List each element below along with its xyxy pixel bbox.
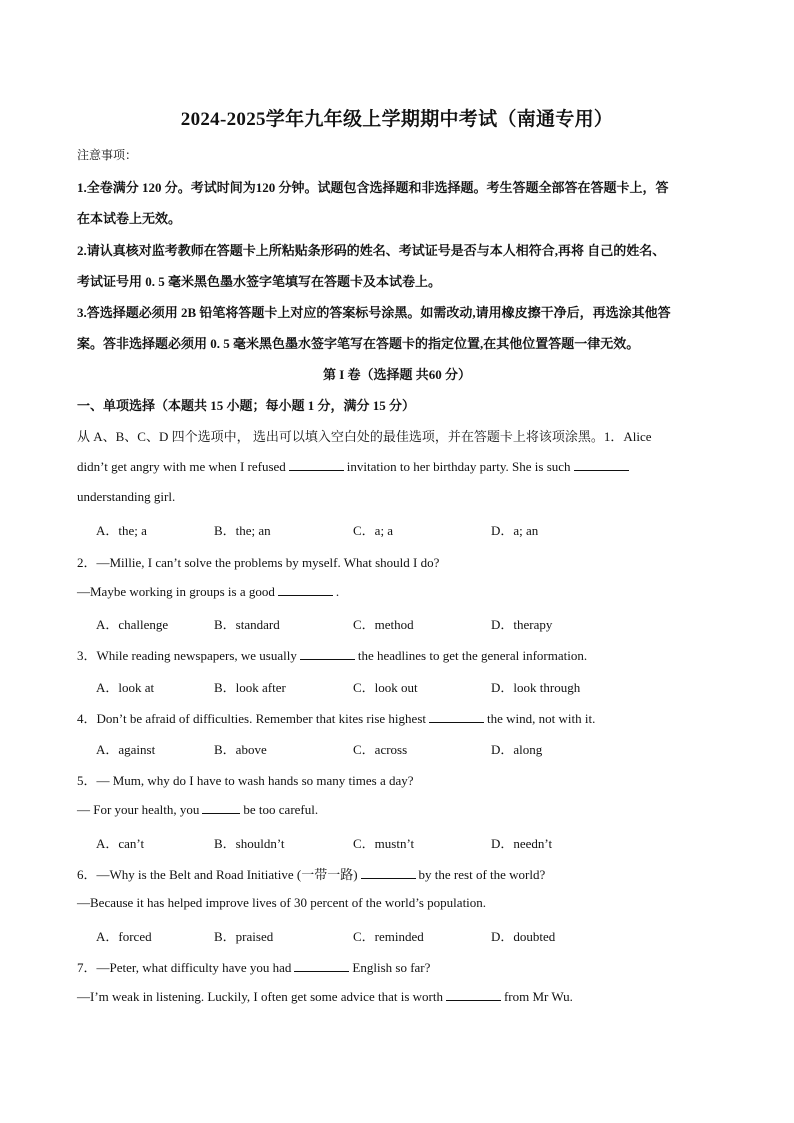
instruction-line bbox=[77, 426, 727, 445]
q6-option-b[interactable]: B．praised bbox=[214, 929, 274, 944]
q7-text-b: English so far? bbox=[352, 960, 431, 975]
q1-line-3: understanding girl. bbox=[77, 489, 176, 504]
q6-option-c[interactable]: C．reminded bbox=[353, 929, 424, 944]
q1-text-start: Alice bbox=[623, 429, 652, 444]
q5-text-a: — For your health, you bbox=[77, 802, 200, 817]
q6-text-a: 6．—Why is the Belt and Road Initiative (一带一路) bbox=[77, 867, 358, 882]
q3-text-b: the headlines to get the general information. bbox=[357, 648, 588, 663]
q1-option-a[interactable]: A．the; a bbox=[96, 523, 147, 538]
q5-option-b[interactable]: B．shouldn’t bbox=[214, 836, 285, 851]
q1-number: 1． bbox=[603, 429, 624, 444]
q7-text-a: 7．—Peter, what difficulty have you had bbox=[77, 960, 292, 975]
q3-text-a: 3．While reading newspapers, we usually bbox=[77, 648, 297, 663]
q3-option-c[interactable]: C．look out bbox=[353, 680, 418, 695]
q2-option-a[interactable]: A．challenge bbox=[96, 617, 169, 632]
q5-option-c[interactable]: C．mustn’t bbox=[353, 836, 415, 851]
q6-option-d[interactable]: D．doubted bbox=[491, 929, 556, 944]
q7-line-2 bbox=[77, 988, 727, 1005]
q4-option-a[interactable]: A．against bbox=[96, 742, 156, 757]
q7-blank-1 bbox=[294, 959, 349, 972]
notice-heading: 注意事项： bbox=[77, 148, 138, 162]
q2-text-a: —Maybe working in groups is a good bbox=[77, 584, 275, 599]
exam-title: 2024-2025学年九年级上学期期中考试（南通专用） bbox=[180, 109, 614, 130]
part-heading: 一、单项选择（本题共 15 小题；每小题 1 分，满分 15 分） bbox=[77, 398, 416, 413]
q5-option-d[interactable]: D．needn’t bbox=[491, 836, 553, 851]
q1-text-b: invitation to her birthday party. She is such bbox=[346, 459, 571, 474]
q2-option-d[interactable]: D．therapy bbox=[491, 617, 553, 632]
notice-item-1-line-2: 在本试卷上无效。 bbox=[77, 211, 182, 226]
volume-heading: 第 I 卷（选择题 共60 分） bbox=[322, 367, 472, 382]
q4-option-b[interactable]: B．above bbox=[214, 742, 267, 757]
q3-line-1 bbox=[77, 645, 727, 664]
q4-blank bbox=[429, 710, 484, 723]
q7-blank-2 bbox=[446, 988, 501, 1001]
q1-blank-2 bbox=[574, 458, 629, 471]
notice-item-2-line-1: 2.请认真核对监考教师在答题卡上所粘贴条形码的姓名、考试证号是否与本人相符合,再将 自己的姓名、 bbox=[77, 243, 666, 258]
q2-blank bbox=[278, 583, 333, 596]
q2-line-2 bbox=[77, 583, 727, 600]
q6-blank bbox=[361, 866, 416, 879]
q2-option-b[interactable]: B．standard bbox=[214, 617, 280, 632]
q2-text-b: . bbox=[335, 584, 340, 599]
notice-item-2-line-2: 考试证号用 0. 5 毫米黑色墨水签字笔填写在答题卡及本试卷上。 bbox=[77, 274, 442, 289]
q5-line-1: 5．— Mum, why do I have to wash hands so many times a day? bbox=[77, 773, 414, 788]
q1-option-c[interactable]: C．a; a bbox=[353, 523, 394, 538]
q4-option-c[interactable]: C．across bbox=[353, 742, 408, 757]
q5-text-b: be too careful. bbox=[243, 802, 319, 817]
q7-line-1 bbox=[77, 957, 727, 976]
q6-line-2: —Because it has helped improve lives of 30 percent of the world’s population. bbox=[77, 895, 487, 910]
q5-blank bbox=[202, 801, 240, 814]
q1-text-a: didn’t get angry with me when I refused bbox=[77, 459, 286, 474]
instruction-text: 从 A、B、C、D 四个选项中， 选出可以填入空白处的最佳选项，并在答题卡上将该项涂黑。 bbox=[77, 429, 604, 444]
notice-item-3-line-2: 案。答非选择题必须用 0. 5 毫米黑色墨水签字笔写在答题卡的指定位置,在其他位置答题一律无效。 bbox=[77, 336, 640, 351]
q3-blank bbox=[300, 647, 355, 660]
q1-option-b[interactable]: B．the; an bbox=[214, 523, 271, 538]
q6-text-b: by the rest of the world? bbox=[418, 867, 546, 882]
q1-option-d[interactable]: D．a; an bbox=[491, 523, 539, 538]
q4-text-a: 4．Don’t be afraid of difficulties. Remember that kites rise highest bbox=[77, 711, 426, 726]
q7-text-c: —I’m weak in listening. Luckily, I often get some advice that is worth bbox=[77, 989, 443, 1004]
q7-text-d: from Mr Wu. bbox=[503, 989, 573, 1004]
q3-option-d[interactable]: D．look through bbox=[491, 680, 581, 695]
q3-option-a[interactable]: A．look at bbox=[96, 680, 155, 695]
q6-line-1 bbox=[77, 864, 727, 883]
q1-line-2 bbox=[77, 458, 727, 475]
q6-option-a[interactable]: A．forced bbox=[96, 929, 152, 944]
notice-item-1-line-1: 1.全卷满分 120 分。考试时间为120 分钟。试题包含选择题和非选择题。考生答题全部答在答题卡上，答 bbox=[77, 180, 669, 195]
q4-option-d[interactable]: D．along bbox=[491, 742, 543, 757]
q4-text-b: the wind, not with it. bbox=[487, 711, 596, 726]
q2-line-1: 2．—Millie, I can’t solve the problems by myself. What should I do? bbox=[77, 555, 440, 570]
notice-item-3-line-1: 3.答选择题必须用 2B 铅笔将答题卡上对应的答案标号涂黑。如需改动,请用橡皮擦干净后，再选涂其他答 bbox=[77, 305, 671, 320]
q5-line-2 bbox=[77, 801, 727, 818]
q4-line-1 bbox=[77, 708, 727, 727]
q3-option-b[interactable]: B．look after bbox=[214, 680, 286, 695]
q1-blank-1 bbox=[289, 458, 344, 471]
q2-option-c[interactable]: C．method bbox=[353, 617, 414, 632]
q5-option-a[interactable]: A．can’t bbox=[96, 836, 145, 851]
